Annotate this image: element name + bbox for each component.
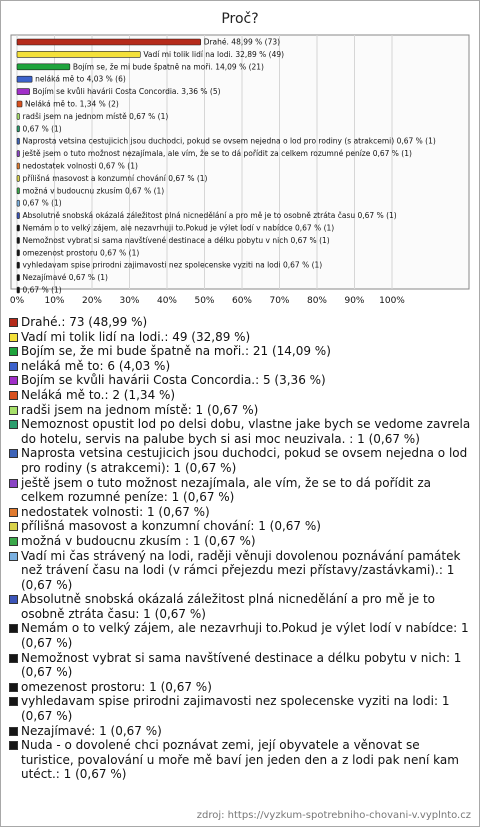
legend-swatch	[9, 741, 18, 750]
legend-item	[9, 388, 475, 403]
x-tick-label: 60%	[231, 296, 253, 306]
bar-label: Absolutně snobská okázalá záležitost plná nicnedělání a pro mě je to osobně ztráta času 0,67 % (1)	[22, 211, 397, 221]
bar-label: Naprosta vetsina cestujicich jsou duchodci, pokud se ovsem nejedna o lod pro rodiny (s atrakcemi) 0,67 % (1)	[22, 136, 436, 146]
legend-label: Nemoznost opustit lod po delsi dobu, vlastne jake bych se vedome zavrela do hotelu, servis na palube bych si asi moc neuzivala. : 1 (0,67 %)	[21, 417, 471, 446]
bar-label: nedostatek volnosti 0,67 % (1)	[22, 161, 138, 171]
legend-label: Vadí mi tolik lidí na lodi.: 49 (32,89 %)	[21, 329, 251, 344]
x-tick-label: 20%	[81, 296, 103, 306]
legend-swatch	[9, 552, 18, 561]
x-tick-label: 40%	[156, 296, 178, 306]
legend-swatch	[9, 683, 18, 692]
x-tick-label: 10%	[44, 296, 65, 306]
bar	[17, 163, 20, 169]
legend-swatch	[9, 376, 18, 385]
source-footer: zdroj: https://vyzkum-spotrebniho-chovani-v.vyplnto.cz	[196, 810, 471, 821]
bar-label: možná v budoucnu zkusím 0,67 % (1)	[22, 186, 165, 196]
legend-swatch	[9, 522, 18, 531]
bar	[17, 237, 20, 243]
legend-swatch	[9, 347, 18, 356]
bar	[17, 138, 20, 144]
legend-item	[9, 315, 475, 330]
legend-label: Nemožnost vybrat si sama navštívené destinace a délku pobytu v nich: 1 (0,67 %)	[21, 650, 462, 680]
bar-label: omezenost prostoru 0,67 % (1)	[22, 248, 140, 258]
legend-swatch	[9, 624, 18, 633]
bar	[17, 262, 20, 268]
legend-item	[9, 592, 475, 621]
bar	[17, 213, 20, 219]
legend-item	[9, 621, 475, 650]
legend-label: Drahé.: 73 (48,99 %)	[21, 315, 148, 329]
legend-item	[9, 359, 475, 374]
legend-item	[9, 651, 475, 680]
legend-label: neláká mě to: 6 (4,03 %)	[21, 358, 171, 373]
legend-label: Nezajímavé: 1 (0,67 %)	[21, 723, 162, 738]
legend-label: Absolutně snobská okázalá záležitost plná nicnedělání a pro mě je to osobně ztráta času: 1 (0,67 %)	[21, 592, 436, 621]
legend-swatch	[9, 697, 18, 706]
legend-swatch	[9, 318, 18, 327]
legend-item	[9, 373, 475, 388]
bar	[17, 200, 20, 206]
x-tick-label: 90%	[344, 296, 365, 306]
bar-label: Drahé. 48,99 % (73)	[203, 37, 281, 47]
legend-label: možná v budoucnu zkusím : 1 (0,67 %)	[21, 533, 256, 548]
legend-label: Bojím se kvůli havárii Costa Concordia.: 5 (3,36 %)	[21, 373, 326, 388]
bar-label: 0,67 % (1)	[22, 198, 62, 208]
bar-label: ještě jsem o tuto možnost nezajímala, ale vím, že se to dá pořídit za celkem rozumné peníze 0,67 % (1)	[22, 149, 412, 159]
bar	[17, 51, 140, 57]
bar	[17, 275, 20, 281]
bar	[17, 64, 70, 70]
legend-label: ještě jsem o tuto možnost nezajímala, ale vím, že se to dá pořídit za celkem rozumné peníze: 1 (0,67 %)	[21, 475, 431, 505]
legend-swatch	[9, 654, 18, 663]
x-tick-label: 100%	[379, 296, 405, 306]
legend-item	[9, 549, 475, 593]
legend-swatch	[9, 406, 18, 415]
bar	[17, 76, 32, 82]
legend-item	[9, 344, 475, 359]
legend-item	[9, 505, 475, 520]
legend-swatch	[9, 333, 18, 342]
legend-label: omezenost prostoru: 1 (0,67 %)	[21, 679, 212, 694]
legend-item	[9, 403, 475, 418]
legend-swatch	[9, 449, 18, 458]
legend-label: Bojím se, že mi bude špatně na moři.: 21 (14,09 %)	[21, 344, 331, 359]
bar-chart-plot	[1, 1, 479, 311]
bar-label: 0,67 % (1)	[22, 124, 62, 134]
x-tick-label: 30%	[119, 296, 140, 306]
bar	[17, 113, 20, 119]
bar-label: Bojím se kvůli havárii Costa Concordia. 3,36 % (5)	[32, 87, 221, 97]
bar	[17, 101, 22, 107]
legend-label: Vadí mi čas strávený na lodi, raději věnuji dovolenou poznávání památek než trávení času na lodi (v rámci přejezdu mezi přístavy/zastávkami).: 1 (0,67 %)	[21, 548, 461, 592]
legend-item	[9, 446, 475, 475]
bar-label: 0,67 % (1)	[22, 285, 62, 295]
legend-item	[9, 694, 475, 723]
legend-swatch	[9, 479, 18, 488]
bar	[17, 250, 20, 256]
legend-label: Neláká mě to.: 2 (1,34 %)	[21, 387, 176, 402]
bar-label: Bojím se, že mi bude špatně na moři. 14,09 % (21)	[72, 62, 264, 72]
bar-label: radši jsem na jednom místě 0,67 % (1)	[22, 111, 169, 121]
legend-item	[9, 738, 475, 782]
bar-label: neláká mě to 4,03 % (6)	[35, 74, 126, 84]
legend-swatch	[9, 595, 18, 604]
legend-swatch	[9, 508, 18, 517]
chart-legend	[9, 315, 475, 782]
bar-label: Neláká mě to. 1,34 % (2)	[25, 99, 119, 109]
legend-label: Nuda - o dovolené chci poznávat zemi, její obyvatele a věnovat se turistice, povalování u moře mě baví jen jeden den a z lodi pak není kam utéct.: 1 (0,67 %)	[21, 738, 459, 782]
bar-label: Nemožnost vybrat si sama navštívené destinace a délku pobytu v nich 0,67 % (1)	[22, 235, 330, 245]
bar	[17, 175, 20, 181]
legend-item	[9, 534, 475, 549]
x-tick-label: 80%	[306, 296, 328, 306]
legend-label: Nemám o to velký zájem, ale nezavrhuji to.Pokud je výlet lodí v nabídce: 1 (0,67 %)	[21, 621, 469, 651]
legend-item	[9, 417, 475, 446]
bar	[17, 89, 30, 95]
legend-item	[9, 724, 475, 739]
legend-swatch	[9, 727, 18, 736]
bar	[17, 151, 20, 157]
legend-label: Naprosta vetsina cestujicich jsou duchodci, pokud se ovsem nejedna o lod pro rodiny (s atrakcemi): 1 (0,67 %)	[21, 446, 468, 475]
legend-label: radši jsem na jednom místě: 1 (0,67 %)	[21, 402, 259, 417]
legend-swatch	[9, 537, 18, 546]
bar-label: vyhledavam spise prirodni zajimavosti nez spolecenske vyziti na lodi 0,67 % (1)	[22, 260, 323, 270]
bar	[17, 126, 20, 132]
x-tick-label: 0%	[9, 296, 25, 306]
x-tick-label: 70%	[269, 296, 290, 306]
bar	[17, 39, 201, 45]
legend-label: nedostatek volnosti: 1 (0,67 %)	[21, 504, 210, 519]
bar	[17, 287, 20, 293]
bar-label: Nemám o to velký zájem, ale nezavrhuji to.Pokud je výlet lodí v nabídce 0,67 % (1)	[22, 223, 335, 233]
legend-label: vyhledavam spise prirodni zajimavosti nez spolecenske vyziti na lodi: 1 (0,67 %)	[21, 694, 450, 724]
legend-item	[9, 680, 475, 695]
legend-label: přílišná masovost a konzumní chování: 1 (0,67 %)	[21, 519, 321, 534]
legend-item	[9, 519, 475, 534]
bar-label: přílišná masovost a konzumní chování 0,67 % (1)	[22, 173, 208, 183]
bar	[17, 225, 20, 231]
bar	[17, 188, 20, 194]
legend-item	[9, 330, 475, 345]
legend-swatch	[9, 420, 18, 429]
legend-swatch	[9, 362, 18, 371]
legend-item	[9, 476, 475, 505]
bar-label: Vadí mi tolik lidí na lodi. 32,89 % (49)	[143, 49, 285, 59]
x-tick-label: 50%	[194, 296, 215, 306]
legend-swatch	[9, 391, 18, 400]
bar-label: Nezajímavé 0,67 % (1)	[22, 273, 108, 283]
chart-title: Proč?	[221, 11, 259, 27]
